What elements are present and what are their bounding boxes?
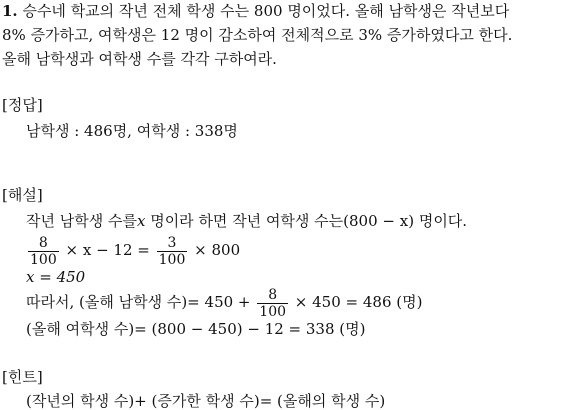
fraction-3-over-100 (157, 235, 188, 268)
answer-heading: [정답] (2, 96, 43, 114)
explanation-line-3: x = 450 (26, 268, 86, 286)
problem-line-2: 8% 증가하고, 여학생은 12 명이 감소하여 전체적으로 3% 증가하였다고 한다. (2, 26, 513, 44)
explanation-heading: [해설] (2, 186, 43, 204)
problem-line-3: 올해 남학생과 여학생 수를 각각 구하여라. (2, 50, 277, 68)
fraction-8-over-100 (28, 235, 59, 268)
explanation-line-1-pre: 작년 남학생 수를 (26, 212, 137, 230)
problem-line-1 (2, 2, 509, 20)
fraction-denominator: 100 (259, 303, 287, 320)
explanation-line-1-post: 명이라 하면 작년 여학생 수는(800 − x) 명이다. (145, 212, 468, 230)
explanation-equation-1 (26, 232, 240, 268)
fraction-numerator: 3 (157, 235, 188, 252)
explanation-line-4-post: × 450 = 486 (명) (294, 293, 423, 311)
explanation-line-4-pre: 따라서, (올해 남학생 수)= 450 + (26, 293, 251, 311)
fraction-denominator: 100 (158, 251, 186, 268)
equation-end: × 800 (194, 241, 241, 259)
fraction-denominator: 100 (30, 251, 57, 268)
problem-number: 1. (2, 2, 18, 20)
hint-text: (작년의 학생 수)+ (증가한 학생 수)= (올해의 학생 수) (26, 392, 386, 410)
explanation-line-1-var: x (136, 212, 146, 230)
explanation-line-1 (26, 212, 467, 230)
explanation-line-5: (올해 여학생 수)= (800 − 450) − 12 = 338 (명) (26, 320, 366, 338)
hint-heading: [힌트] (2, 368, 43, 386)
problem-text-1: 승수네 학교의 작년 전체 학생 수는 800 명이었다. 올해 남학생은 작년보다 (22, 2, 510, 20)
fraction-8-over-100 (257, 287, 288, 320)
fraction-numerator: 8 (257, 287, 288, 304)
answer-text: 남학생 : 486명, 여학생 : 338명 (26, 122, 238, 140)
explanation-line-4 (26, 284, 422, 320)
fraction-numerator: 8 (28, 235, 59, 252)
equation-middle: × x − 12 = (65, 241, 150, 259)
